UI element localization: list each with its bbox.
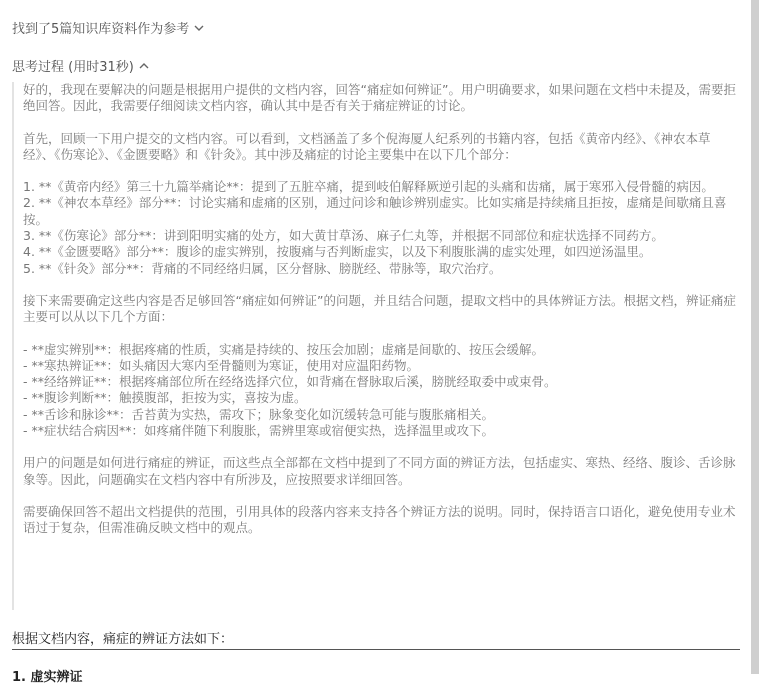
scrollbar-thumb[interactable]	[751, 0, 759, 674]
list-item: - **症状结合病因**：如疼痛伴随下利腹胀，需辨里寒或宿便实热，选择温里或攻下。	[23, 423, 494, 439]
references-label: 找到了5篇知识库资料作为参考	[12, 22, 190, 37]
answer-heading: 1. 虚实辨证	[12, 670, 83, 685]
numbered-list	[23, 179, 740, 277]
list-item: - **寒热辨证**：如头痛因大寒内至骨髓则为寒证，使用对应温阳药物。	[23, 357, 419, 373]
bullet-list	[23, 342, 740, 440]
thinking-paragraph: 需要确保回答不超出文档提供的范围，引用具体的段落内容来支持各个辨证方法的说明。同时，保持语言口语化，避免使用专业术语过于复杂，但需准确反映文档中的观点。	[23, 503, 736, 536]
list-item: 5. **《针灸》部分**：背痛的不同经络归属，区分督脉、膀胱经、带脉等，取穴治疗。	[23, 260, 502, 276]
list-item: - **舌诊和脉诊**：舌苔黄为实热，需攻下；脉象变化如沉缓转急可能与腹胀痛相关。	[23, 406, 494, 422]
divider	[12, 649, 740, 650]
thinking-header: 思考过程 (用时31秒)	[12, 60, 134, 75]
thinking-paragraph: 接下来需要确定这些内容是否足够回答“痛症如何辨证”的问题，并且结合问题，提取文档中的具体辨证方法。根据文档，辨证痛症主要可以从以下几个方面：	[23, 292, 736, 325]
thinking-paragraph: 用户的问题是如何进行痛症的辨证，而这些点全部都在文档中提到了不同方面的辨证方法，包括虚实、寒热、经络、腹诊、舌诊脉象等。因此，问题确实在文档内容中有所涉及，应按照要求详细回答。	[23, 455, 736, 487]
list-item: 3. **《伤寒论》部分**：讲到阳明实痛的处方，如大黄甘草汤、麻子仁丸等，并根据不同部位和症状选择不同药方。	[23, 228, 664, 244]
list-item: - **经络辨证**：根据疼痛部位所在经络选择穴位，如背痛在督脉取后溪，膀胱经取委中或束骨。	[23, 374, 557, 390]
list-item: 2. **《神农本草经》部分**：讨论实痛和虚痛的区别，通过问诊和触诊辨别虚实。比如实痛是持续痛且拒按，虚痛是间歇痛且喜按。	[23, 195, 727, 227]
thinking-paragraph: 好的，我现在要解决的问题是根据用户提供的文档内容，回答“痛症如何辨证”。用户明确要求，如果问题在文档中未提及，需要拒绝回答。因此，我需要仔细阅读文档内容，确认其中是否有关于痛症辨证的讨论。	[23, 82, 736, 114]
answer-intro: 根据文档内容，痛症的辨证方法如下：	[12, 632, 234, 647]
thinking-toggle[interactable]	[12, 56, 150, 75]
list-item: 4. **《金匮要略》部分**：腹诊的虚实辨别，按腹痛与否判断虚实，以及下利腹胀满的虚实处理，如四逆汤温里。	[23, 244, 652, 260]
chevron-up-icon	[138, 60, 150, 72]
list-item: - **虚实辨别**：根据疼痛的性质，实痛是持续的、按压会加剧；虚痛是间歇的、按压会缓解。	[23, 341, 544, 357]
thinking-paragraph: 首先，回顾一下用户提交的文档内容。可以看到，文档涵盖了多个倪海厦人纪系列的书籍内容，包括《黄帝内经》、《神农本草经》、《伤寒论》、《金匮要略》和《针灸》。其中涉及痛症的讨论主要集中在以下几个部分：	[23, 130, 711, 162]
chevron-down-icon	[193, 22, 205, 34]
list-item: 1. **《黄帝内经》第三十九篇举痛论**：提到了五脏卒痛，提到岐伯解释厥逆引起的头痛和齿痛，属于寒邪入侵骨髓的病因。	[23, 179, 714, 195]
thinking-content	[12, 82, 740, 610]
list-item: - **腹诊判断**：触摸腹部，拒按为实，喜按为虚。	[23, 390, 307, 406]
scrollbar-track[interactable]	[751, 0, 759, 674]
references-toggle[interactable]	[12, 18, 205, 37]
